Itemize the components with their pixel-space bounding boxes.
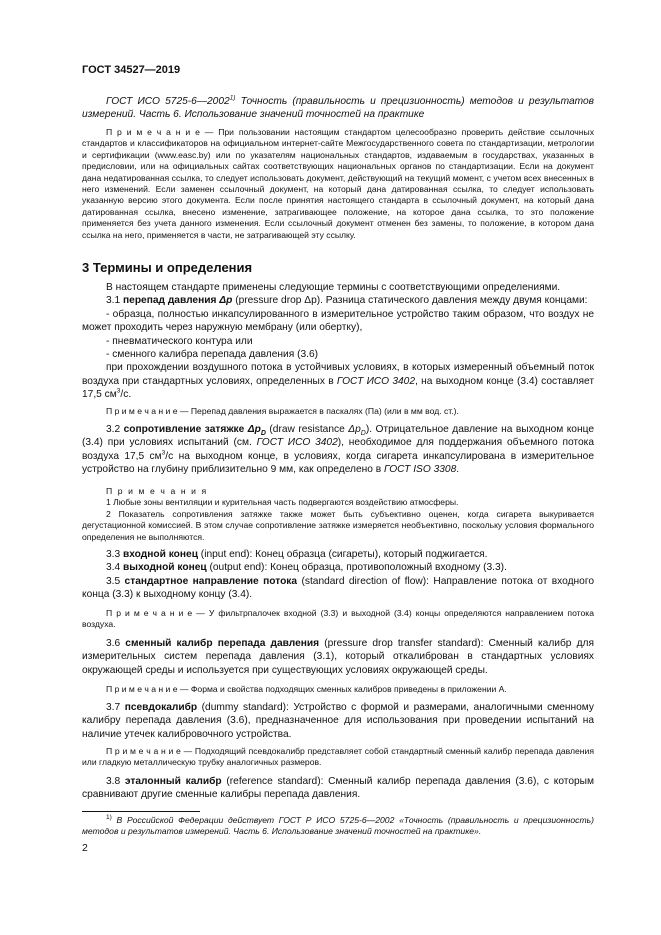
- text-run: , на выходном конце (3.4) составляет 17,5 см: [82, 375, 595, 401]
- note-text: — При пользовании настоящим стандартом целесообразно проверить действие ссылочных стандартов и классификаторов на официальном интернет-сайте Межгосударственного совета по стандартизации, метрологии и сертификации (www.easc.by) или по указателям национальных стандартов, издаваемым в государствах, указанных в предисловии, или на официальных сайтах соответствующих национальных органов по стандартизации. Если на документ дана недатированная ссылка, то следует использовать документ, действующий на текущий момент, с учетом всех внесенных в него изменений. Если заменен ссылочный документ, на который дана датированная ссылка, то следует использовать указанную версию этого документа. Если после принятия настоящего стандарта в ссылочный документ, на который дана датированная ссылка, внесено изменение, затрагивающее положение, на которое дана ссылка, то это положение применяется без учета данного изменения. Если ссылочный документ отменен без замены, то положение, в котором дана ссылка на него, применяется в части, не затрагивающей эту ссылку.: [82, 127, 595, 240]
- text-run: (draw resistance: [265, 424, 349, 435]
- note-3-1: [82, 406, 594, 417]
- term-3-1: [82, 294, 594, 307]
- note-text: — У фильтрпалочек входной (3.3) и выходной (3.4) концы определяются направлением потока воздуха.: [82, 608, 595, 630]
- term-number: 3.6: [106, 638, 126, 649]
- text-run: ). Отрицательное давление на выходном конце (3.4) при условиях испытаний (см.: [82, 424, 594, 449]
- note-text: — Подходящий псевдокалибр представляет собой стандартный сменный калибр перепада давления или гладкую металлическую трубку аналогичных размеров.: [82, 746, 594, 768]
- term-name: эталонный калибр: [124, 776, 222, 787]
- note-paragraph: [82, 406, 594, 417]
- text-run: /с на выходном конце, в условиях, когда сигарета инкапсулирована в измерительное устройство на глубину приблизительно 9 мм, как определено в: [82, 450, 594, 476]
- superscript: 3: [116, 387, 121, 395]
- section-heading: [82, 260, 594, 275]
- term-definition: (output end): Конец образца, противоположный входному (3.3).: [206, 562, 507, 574]
- note-label: П р и м е ч а н и е: [106, 746, 181, 756]
- term-3-7: [82, 701, 594, 741]
- term-paragraph: [82, 423, 594, 477]
- term-number: 3.8: [106, 776, 125, 787]
- note-label: П р и м е ч а н и е: [106, 684, 178, 694]
- note-paragraph: [82, 608, 594, 631]
- standard-reference: ГОСТ ISO 3308: [384, 464, 457, 476]
- footnote-text: [82, 815, 594, 838]
- term-paragraph: [82, 701, 594, 741]
- superscript: 3: [161, 449, 166, 457]
- term-definition: (standard direction of flow): Направление потока от входного конца (3.3) к выходному концу (3.4).: [82, 575, 594, 601]
- note-3-7: [82, 746, 594, 769]
- footnote-body: В Российской Федерации действует ГОСТ Р ИСО 5725-6—2002 «Точность (правильность и прецизионность) методов и результатов измерений. Часть 6. Использование значений точностей на практике».: [82, 815, 594, 837]
- footnote-divider: [82, 811, 200, 812]
- note-paragraph: [82, 127, 594, 241]
- reference-title: Точность (правильность и прецизионность) методов и результатов измерений. Часть 6. Использование значений точностей на практике: [82, 96, 594, 121]
- note-item-2: 2 Показатель сопротивления затяжке также может быть субъективно оценен, когда сигарета выкуривается дегустационной комиссией. В этом случае сопротивление затяжке измеряется необъективно, поскольку условия формального определения не выполняются.: [82, 508, 594, 542]
- note-references: [82, 127, 594, 241]
- term-paragraph: [82, 775, 594, 802]
- reference-entry: [82, 95, 594, 122]
- note-label: П р и м е ч а н и е: [106, 406, 178, 416]
- term-definition: (reference standard): Сменный калибр перепада давления (3.6), с которым сравнивают другие сменные калибры перепада давления.: [82, 776, 594, 801]
- normative-reference: [82, 95, 594, 122]
- note-paragraph: [82, 746, 594, 769]
- standard-reference: ГОСТ ИСО 3402: [336, 375, 415, 387]
- term-3-3: [82, 548, 594, 561]
- note-3-5: [82, 608, 594, 631]
- term-name: выходной конец: [123, 562, 207, 574]
- footnote-marker: 1): [106, 814, 112, 822]
- terms-block-2: [82, 548, 594, 602]
- symbol-subscript: D: [260, 430, 266, 438]
- term-name: перепад давления: [123, 295, 220, 307]
- term-number: 3.4: [106, 562, 123, 574]
- term-number: 3.1: [106, 295, 123, 307]
- text-run: /с.: [120, 389, 132, 401]
- term-number: 3.5: [106, 575, 125, 587]
- page-number: 2: [82, 842, 88, 854]
- section-title: 3 Термины и определения: [82, 260, 253, 275]
- note-item-1: 1 Любые зоны вентиляции и курительная часть подвергаются воздействию атмосферы.: [106, 497, 459, 508]
- term-symbol: Δp: [219, 295, 233, 307]
- note-text: — Форма и свойства подходящих сменных калибров приведены в приложении А.: [177, 684, 507, 694]
- symbol-text: Δp: [348, 424, 361, 435]
- term-name: сопротивление затяжке: [123, 424, 248, 435]
- term-3-5: [82, 575, 594, 602]
- term-3-6: [82, 637, 594, 677]
- note-label: П р и м е ч а н и е: [106, 608, 193, 618]
- term-name: стандартное направление потока: [124, 575, 298, 587]
- footnote-marker: 1): [229, 94, 236, 102]
- term-definition: (pressure drop Δp). Разница статического давления между двумя концами:: [232, 295, 588, 307]
- text-run: при прохождении воздушного потока в устойчивых условиях, в которых измеренный объемный поток воздуха при стандартных условиях, определенных в: [82, 362, 594, 387]
- term-symbol: [247, 424, 266, 438]
- term-3-1-condition: [82, 361, 594, 401]
- term-3-8: [82, 775, 594, 802]
- term-name: входной конец: [123, 549, 198, 560]
- term-definition: (pressure drop transfer standard): Сменный калибр для измерительных систем перепада давления (3.1), который откалиброван в стандартных условиях окружающей среды и используется при существующих условиях окружающей среды.: [82, 638, 594, 676]
- term-number: 3.2: [106, 424, 124, 435]
- note-text: — Перепад давления выражается в паскалях (Па) (или в мм вод. ст.).: [177, 406, 459, 416]
- terms-block-1: [82, 281, 594, 402]
- note-3-6: [82, 684, 594, 695]
- document-header: ГОСТ 34527—2019: [82, 64, 181, 76]
- term-3-1-item-2: - пневматического контура или: [106, 335, 253, 347]
- term-3-2: [82, 423, 594, 477]
- reference-code: ГОСТ ИСО 5725-6—2002: [106, 96, 230, 107]
- term-definition: (input end): Конец образца (сигареты), который поджигается.: [197, 549, 488, 560]
- symbol-text: Δp: [247, 424, 261, 435]
- symbol-subscript: D: [360, 430, 366, 438]
- notes-label: П р и м е ч а н и я: [106, 486, 208, 496]
- term-3-4: [82, 561, 594, 574]
- note-paragraph: [82, 684, 594, 695]
- notes-3-2: [82, 486, 594, 543]
- section-intro: В настоящем стандарте применены следующие термины с соответствующими определениями.: [106, 282, 561, 293]
- footnote: [82, 815, 594, 838]
- term-number: 3.3: [106, 549, 123, 560]
- text-run: .: [456, 464, 460, 476]
- term-3-1-item-3: - сменного калибра перепада давления (3.6): [106, 349, 319, 361]
- note-label: П р и м е ч а н и е: [106, 127, 200, 137]
- term-definition: (dummy standard): Устройство с формой и размерами, аналогичными сменному калибру перепада давления (3.6), предназначенное для использования при проведении испытаний на наличие утечек калибровочного устройства.: [82, 702, 594, 740]
- term-3-1-item-1: - образца, полностью инкапсулированного в измерительное устройство таким образом, что воздух не может проходить через наружную мембрану (или обертку),: [82, 308, 594, 334]
- term-paragraph: [82, 637, 594, 677]
- text-run: ), необходимое для поддержания объемного потока воздуха 17,5 см: [82, 437, 594, 462]
- standard-reference: ГОСТ ИСО 3402: [256, 437, 338, 449]
- term-name: сменный калибр перепада давления: [125, 638, 320, 649]
- term-number: 3.7: [106, 702, 125, 713]
- term-name: псевдокалибр: [124, 702, 198, 713]
- symbol-inline: [348, 424, 366, 438]
